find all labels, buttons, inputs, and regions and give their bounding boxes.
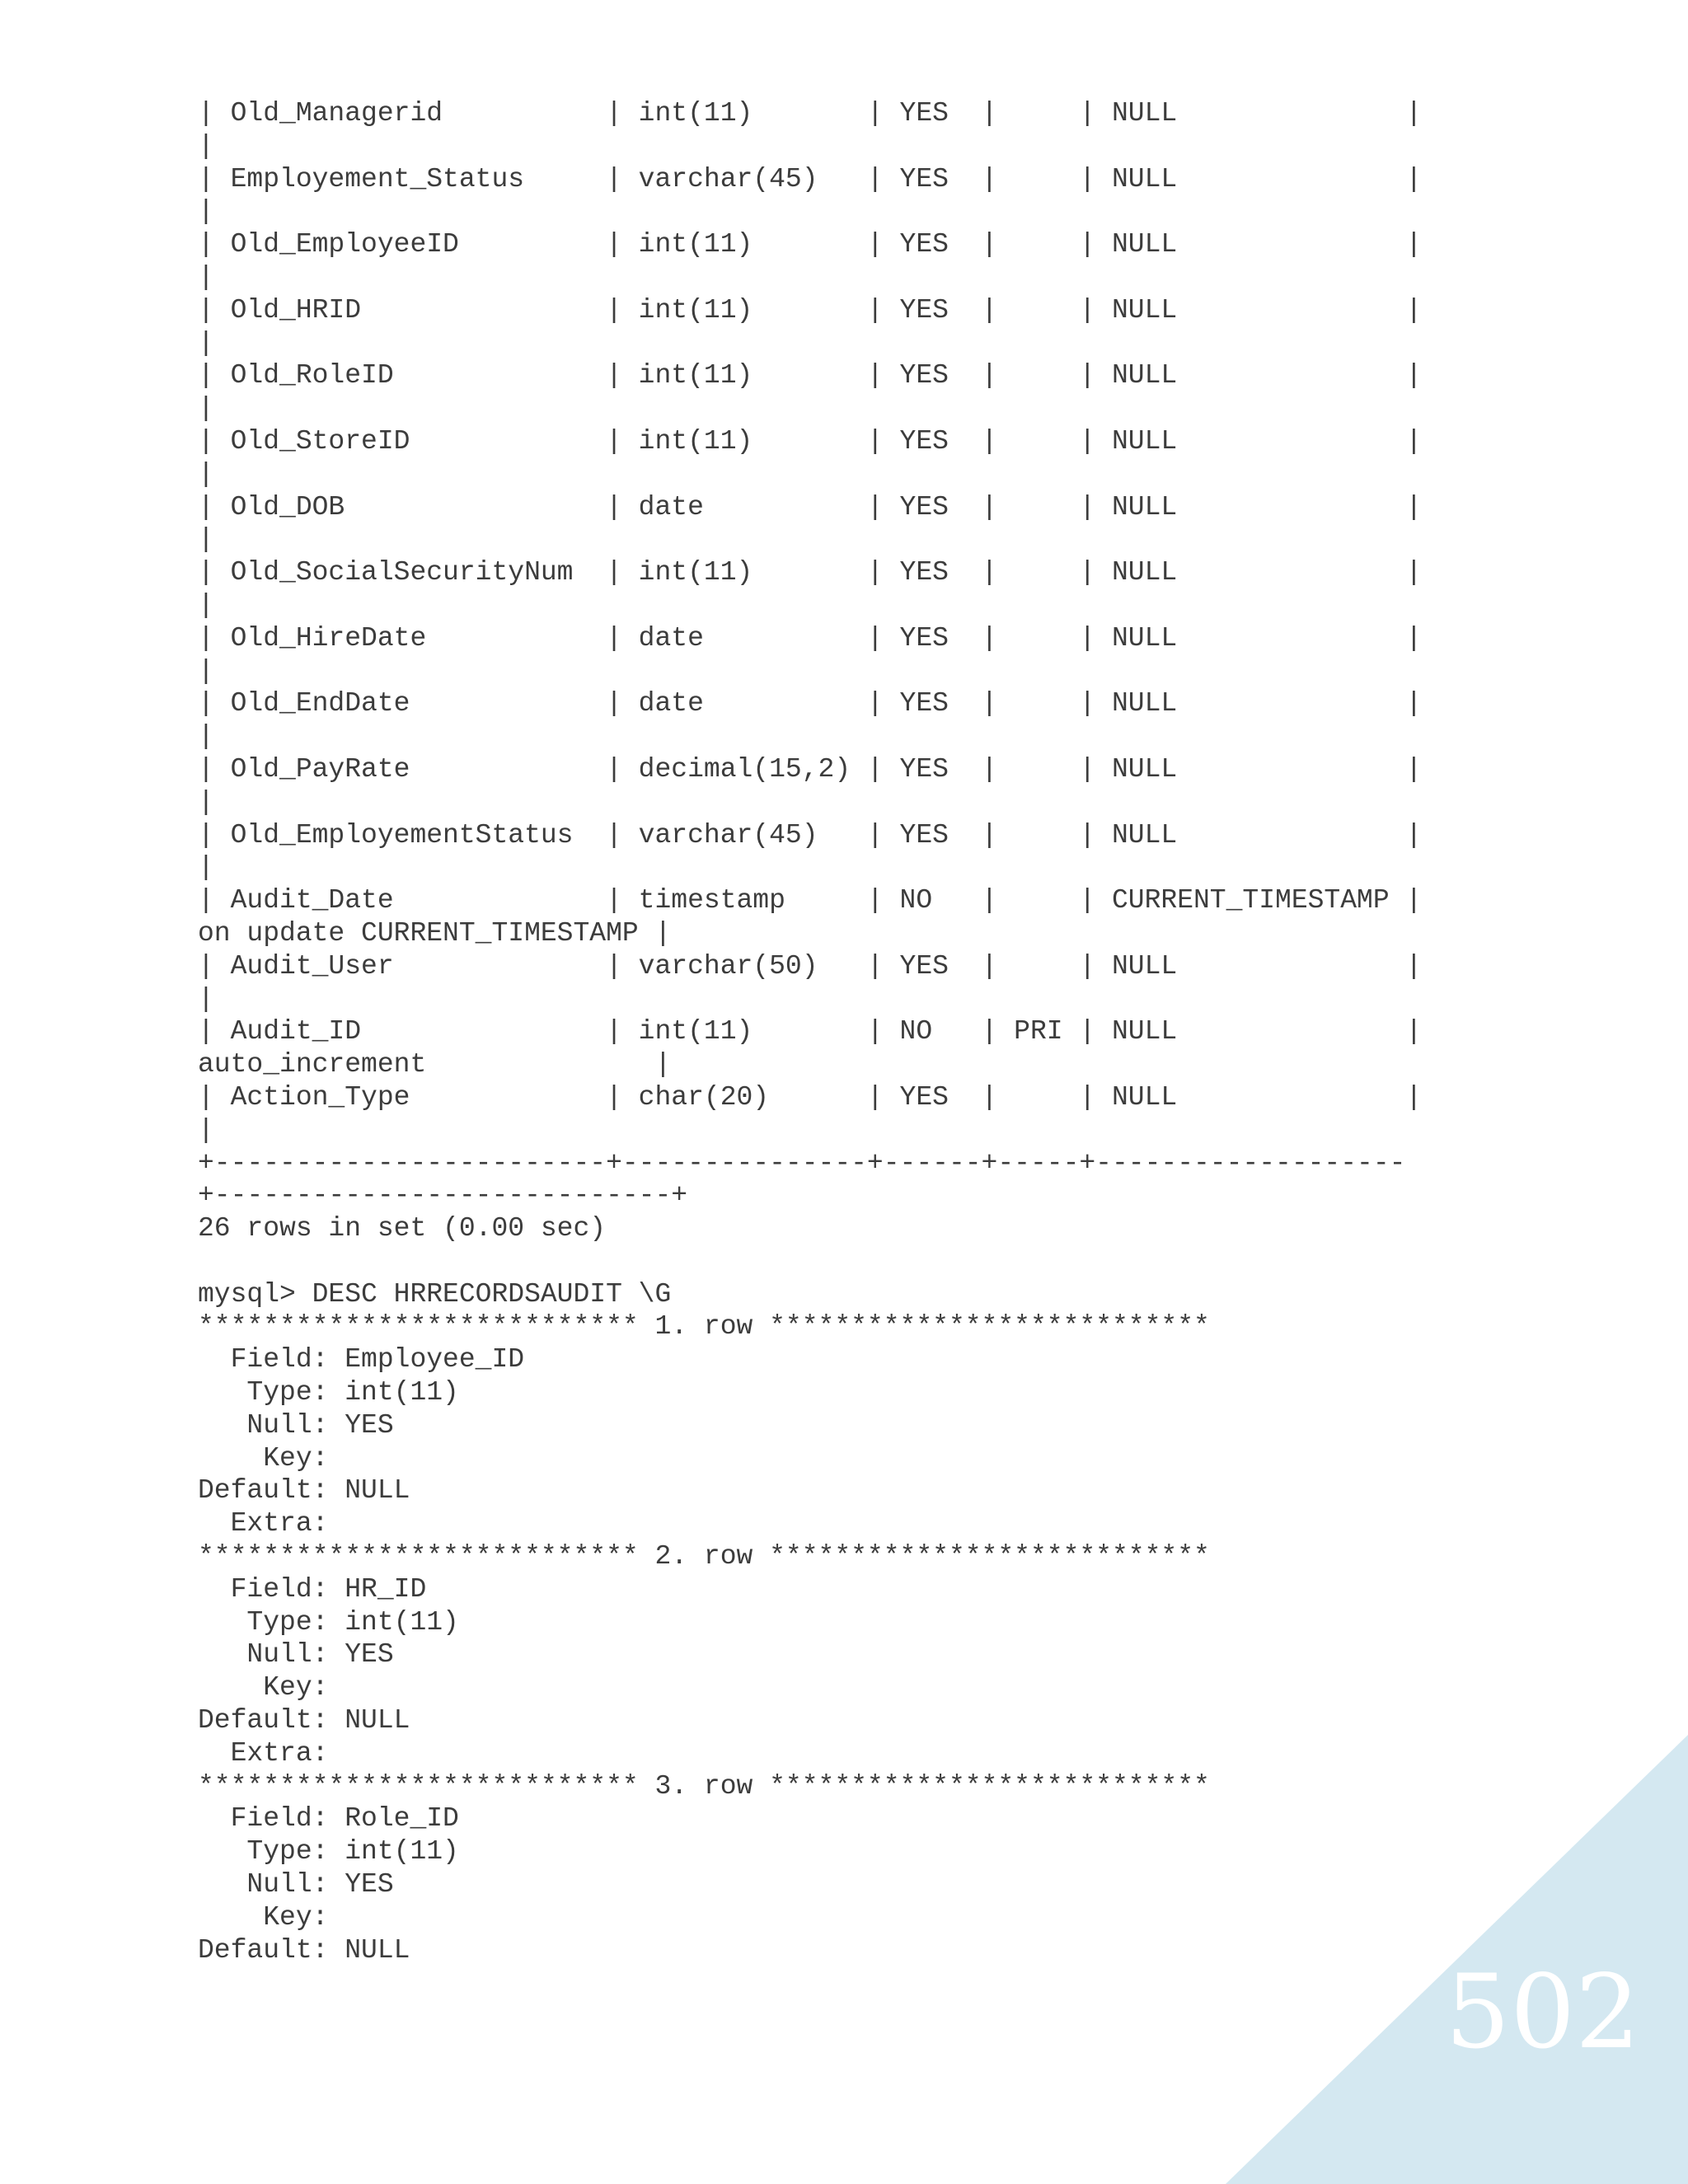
listing-line: +----------------------------+ <box>198 1180 688 1212</box>
listing-line: | Old_StoreID | int(11) | YES | | NULL | <box>198 425 1423 457</box>
listing-line: | Old_RoleID | int(11) | YES | | NULL | <box>198 360 1423 391</box>
listing-line: Null: YES <box>198 1409 394 1441</box>
listing-line: Type: int(11) <box>198 1377 459 1408</box>
listing-line: Field: HR_ID <box>198 1573 427 1605</box>
listing-line: | <box>198 261 214 293</box>
listing-line: | Audit_ID | int(11) | NO | PRI | NULL | <box>198 1016 1423 1047</box>
listing-line <box>198 1245 1422 1278</box>
listing-line: Field: Role_ID <box>198 1803 459 1835</box>
listing-line: | Audit_User | varchar(50) | YES | | NULL | <box>198 950 1423 982</box>
listing-line: | Old_PayRate | decimal(15,2) | YES | | NULL | <box>198 753 1423 785</box>
listing-line: | <box>198 196 214 227</box>
listing-line: +------------------------+---------------+------+-----+------------------- <box>198 1147 1406 1179</box>
listing-line: | <box>198 1114 214 1146</box>
listing-line: | Employement_Status | varchar(45) | YES | | NULL | <box>198 163 1423 194</box>
listing-line: | Old_HRID | int(11) | YES | | NULL | <box>198 294 1423 326</box>
listing-line: Key: <box>198 1442 345 1474</box>
listing-line: Type: int(11) <box>198 1606 459 1638</box>
listing-line: *************************** 2. row *************************** <box>198 1541 1210 1572</box>
listing-line: | <box>198 983 214 1015</box>
listing-line: | Old_EmployeeID | int(11) | YES | | NULL | <box>198 229 1423 260</box>
listing-line: | <box>198 655 214 687</box>
listing-line: on update CURRENT_TIMESTAMP | <box>198 917 672 949</box>
listing-line: | <box>198 524 214 555</box>
listing-line: | Old_Managerid | int(11) | YES | | NULL | <box>198 98 1423 129</box>
listing-line: | Old_EmployementStatus | varchar(45) | YES | | NULL | <box>198 819 1423 851</box>
listing-line: Field: Employee_ID <box>198 1344 525 1376</box>
listing-line: | Old_DOB | date | YES | | NULL | <box>198 491 1423 523</box>
listing-line: Type: int(11) <box>198 1836 459 1868</box>
listing-line: Default: NULL <box>198 1934 410 1966</box>
listing-line: Default: NULL <box>198 1475 410 1507</box>
listing-line: *************************** 3. row *************************** <box>198 1770 1210 1802</box>
listing-line: | Old_SocialSecurityNum | int(11) | YES | | NULL | <box>198 557 1423 588</box>
listing-line: | <box>198 393 214 424</box>
listing-line: | <box>198 852 214 883</box>
listing-line: | Audit_Date | timestamp | NO | | CURRENT_TIMESTAMP | <box>198 885 1423 916</box>
listing-line: | <box>198 327 214 359</box>
listing-line: | <box>198 589 214 621</box>
listing-line: | Old_EndDate | date | YES | | NULL | <box>198 688 1423 719</box>
listing-line: mysql> DESC HRRECORDSAUDIT \G <box>198 1278 672 1310</box>
listing-line: Extra: <box>198 1508 345 1540</box>
listing-line: Null: YES <box>198 1869 394 1900</box>
listing-line: | <box>198 130 214 162</box>
listing-line: Key: <box>198 1672 345 1704</box>
listing-line: | Old_HireDate | date | YES | | NULL | <box>198 622 1423 654</box>
listing-line: 26 rows in set (0.00 sec) <box>198 1213 607 1244</box>
listing-line: Key: <box>198 1901 345 1933</box>
listing-line: Default: NULL <box>198 1705 410 1736</box>
listing-line: auto_increment | <box>198 1049 672 1080</box>
listing-line: | <box>198 721 214 752</box>
listing-line: | Action_Type | char(20) | YES | | NULL | <box>198 1081 1423 1113</box>
listing-line: Extra: <box>198 1737 345 1769</box>
mysql-console-listing <box>198 97 1422 1966</box>
listing-line: Null: YES <box>198 1639 394 1671</box>
listing-line: | <box>198 786 214 818</box>
listing-line: | <box>198 458 214 490</box>
page-number: 502 <box>1445 1953 1640 2072</box>
listing-line: *************************** 1. row *************************** <box>198 1311 1210 1343</box>
